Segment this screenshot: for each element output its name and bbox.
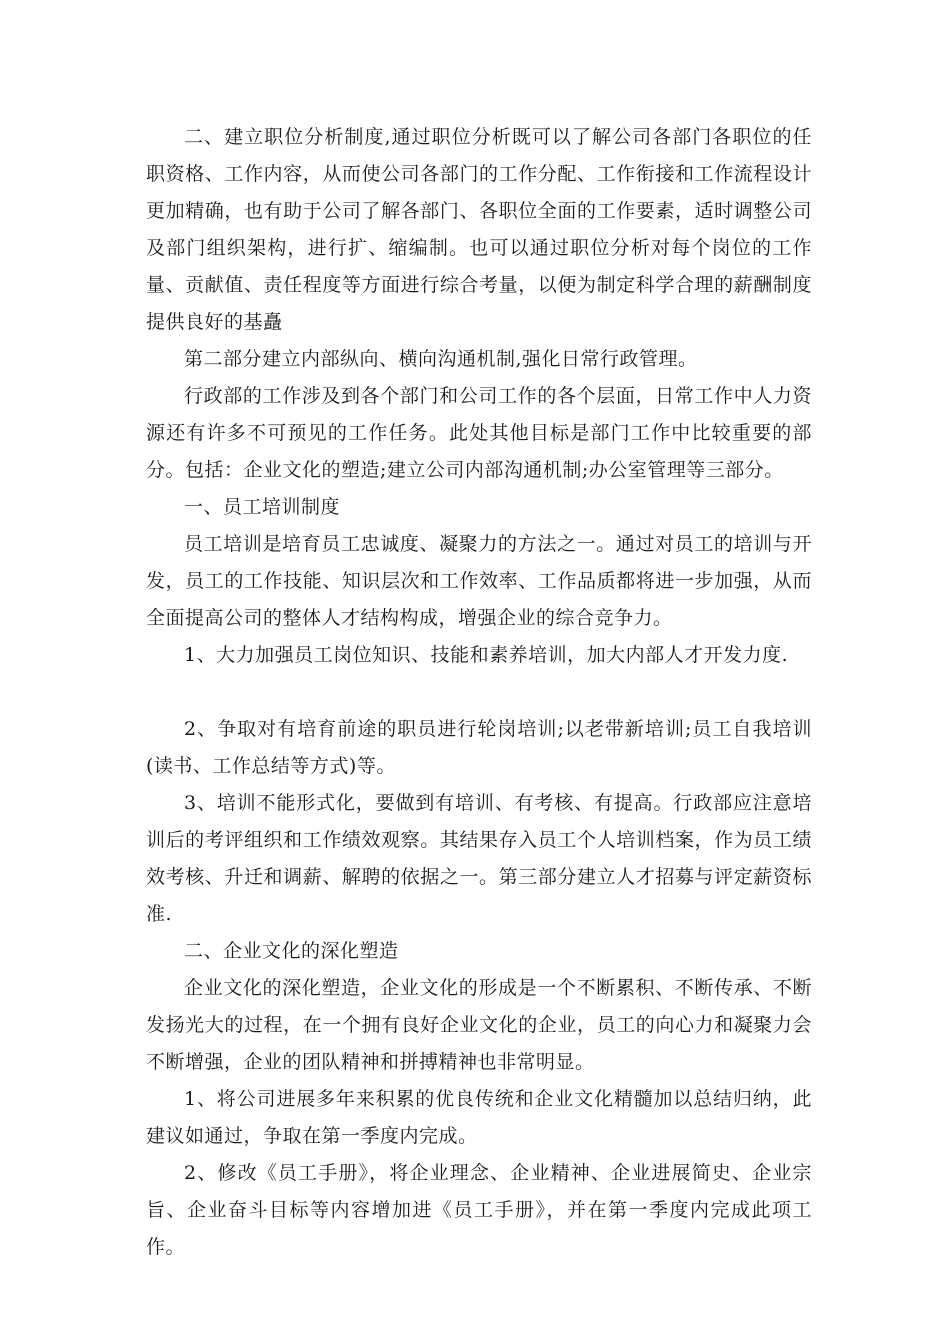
paragraph-job-analysis: 二、建立职位分析制度,通过职位分析既可以了解公司各部门各职位的任职资格、工作内容，从而使公司各部门的工作分配、工作衔接和工作流程设计更加精确，也有助于公司了解各部门、各职位全面的工作要素，适时调整公司及部门组织架构，进行扩、缩编制。也可以通过职位分析对每个岗位的工作量、贡献值、责任程度等方面进行综合考量，以便为制定科学合理的薪酬制度提供良好的基矗: [146, 126, 812, 333]
paragraph-culture-intro: 企业文化的深化塑造，企业文化的形成是一个不断累积、不断传承、不断发扬光大的过程，在一个拥有良好企业文化的企业，员工的向心力和凝聚力会不断增强，企业的团队精神和拼搏精神也非常明显。: [146, 977, 812, 1073]
list-item-culture-2: 2、修改《员工手册》，将企业理念、企业精神、企业进展简史、企业宗旨、企业奋斗目标等内容增加进《员工手册》，并在第一季度内完成此项工作。: [146, 1162, 812, 1258]
paragraph-admin-work: 行政部的工作涉及到各个部门和公司工作的各个层面，日常工作中人力资源还有许多不可预见的工作任务。此处其他目标是部门工作中比较重要的部分。包括：企业文化的塑造;建立公司内部沟通机制;办公室管理等三部分。: [146, 385, 812, 481]
document-body: [146, 119, 812, 1266]
blank-line: [146, 674, 812, 711]
heading-staff-training: 一、员工培训制度: [184, 496, 341, 518]
list-item-training-2: 2、争取对有培育前途的职员进行轮岗培训;以老带新培训;员工自我培训(读书、工作总结等方式)等。: [146, 718, 812, 777]
heading-corporate-culture: 二、企业文化的深化塑造: [184, 940, 399, 962]
list-item-training-1: 1、大力加强员工岗位知识、技能和素养培训，加大内部人才开发力度.: [184, 644, 789, 666]
paragraph-part-two-heading: 第二部分建立内部纵向、横向沟通机制,强化日常行政管理。: [184, 348, 698, 370]
paragraph-training-intro: 员工培训是培育员工忠诚度、凝聚力的方法之一。通过对员工的培训与开发，员工的工作技能、知识层次和工作效率、工作品质都将进一步加强，从而全面提高公司的整体人才结构构成，增强企业的综合竞争力。: [146, 533, 812, 629]
list-item-training-3: 3、培训不能形式化，要做到有培训、有考核、有提高。行政部应注意培训后的考评组织和工作绩效观察。其结果存入员工个人培训档案，作为员工绩效考核、升迁和调薪、解聘的依据之一。第三部分建立人才招募与评定薪资标准.: [146, 792, 812, 925]
list-item-culture-1: 1、将公司进展多年来积累的优良传统和企业文化精髓加以总结归纳，此建议如通过，争取在第一季度内完成。: [146, 1088, 812, 1147]
